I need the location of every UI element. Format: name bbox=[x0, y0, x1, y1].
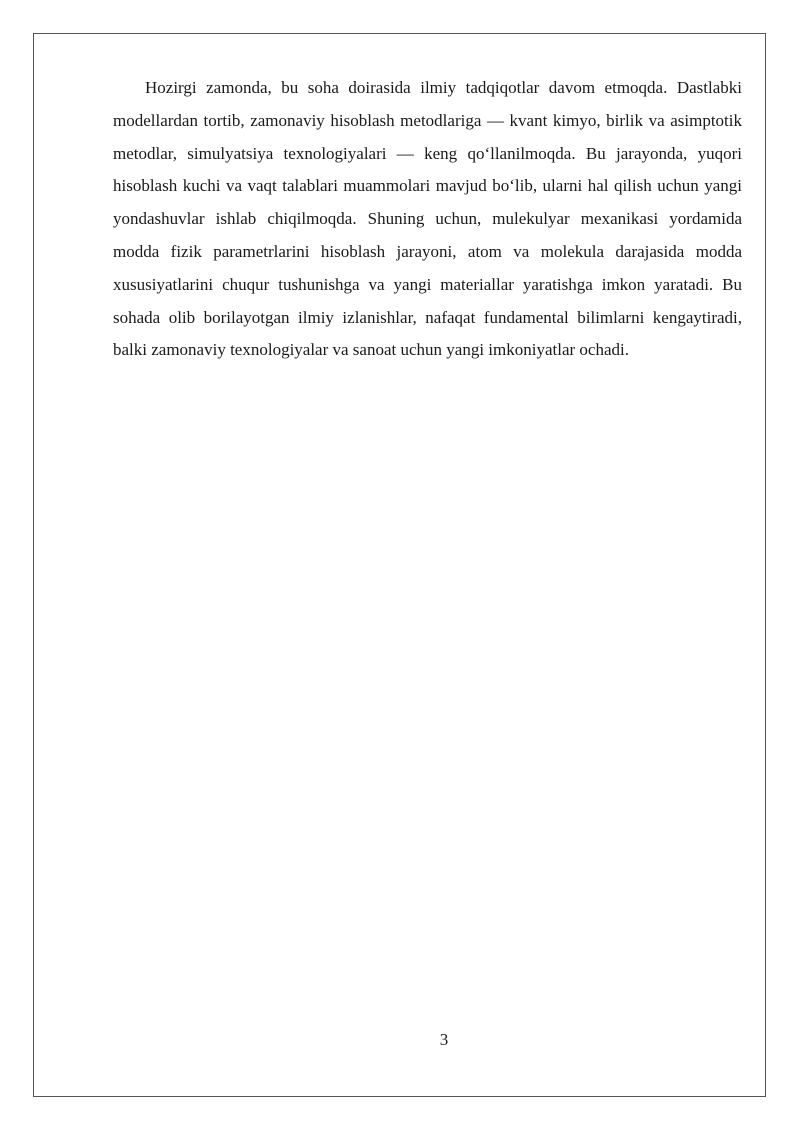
body-paragraph: Hozirgi zamonda, bu soha doirasida ilmiy tadqiqotlar davom etmoqda. Dastlabki modellardan tortib, zamonaviy hisoblash metodlariga — kvant kimyo, birlik va asimptotik metodlar, simulyatsiya texnologiyalari — keng qo‘llanilmoqda. Bu jarayonda, yuqori hisoblash kuchi va vaqt talablari muammolari mavjud bo‘lib, ularni hal qilish uchun yangi yondashuvlar ishlab chiqilmoqda. Shuning uchun, mulekulyar mexanikasi yordamida modda fizik parametrlarini hisoblash jarayoni, atom va molekula darajasida modda xususiyatlarini chuqur tushunishga va yangi materiallar yaratishga imkon yaratadi. Bu sohada olib borilayotgan ilmiy izlanishlar, nafaqat fundamental bilimlarni kengaytiradi, balki zamonaviy texnologiyalar va sanoat uchun yangi imkoniyatlar ochadi. bbox=[113, 78, 742, 360]
page-number: 3 bbox=[439, 1030, 449, 1049]
